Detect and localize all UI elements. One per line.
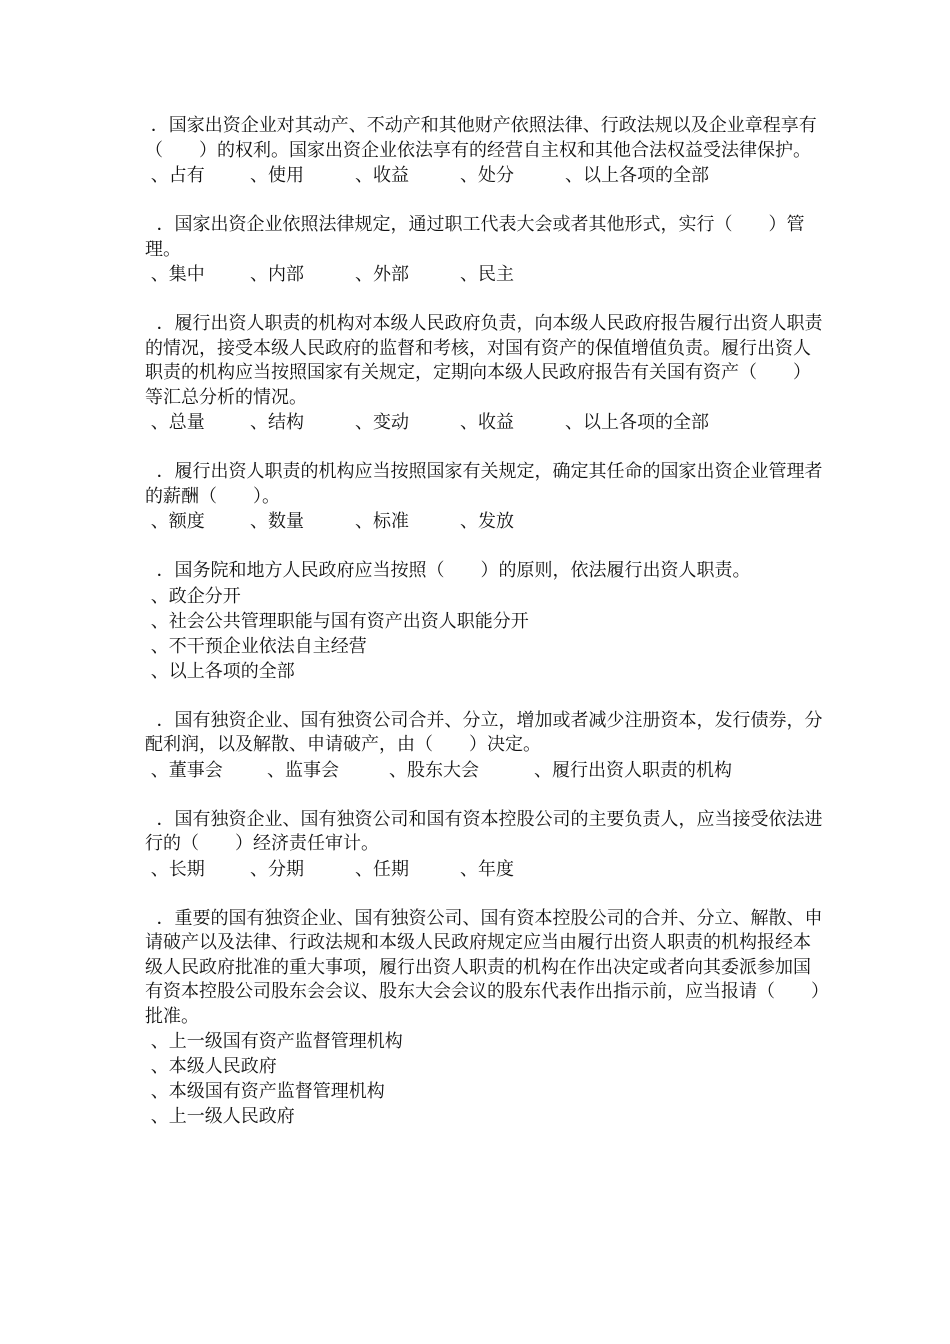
option-d: 、上一级人民政府 [145, 1106, 295, 1127]
option-b: 、社会公共管理职能与国有资产出资人职能分开 [145, 610, 529, 632]
option-e: 、以上各项的全部 [565, 165, 709, 186]
option-b: 、本级人民政府 [145, 1056, 277, 1077]
question-5 [145, 559, 825, 684]
question-stem: ．国有独资企业、国有独资公司合并、分立，增加或者减少注册资本，发行债券，分配利润，以及解散、申请破产，由（ ）决定。 [145, 709, 823, 755]
option-b: 、使用 [250, 165, 304, 186]
option-c: 、变动 [355, 412, 409, 433]
options-list [145, 1029, 825, 1129]
option-c: 、股东大会 [389, 759, 479, 781]
question-7 [145, 808, 825, 882]
option-b: 、内部 [250, 264, 304, 285]
question-stem: ．国家出资企业对其动产、不动产和其他财产依照法律、行政法规以及企业章程享有（ ）的权利。国家出资企业依法享有的经营自主权和其他合法权益受法律保护。 [145, 115, 817, 161]
option-d: 、民主 [460, 264, 514, 285]
option-a: 、集中 [145, 264, 205, 285]
option-d: 、履行出资人职责的机构 [534, 759, 732, 781]
option-d: 、发放 [460, 511, 514, 532]
question-stem: ．履行出资人职责的机构对本级人民政府负责，向本级人民政府报告履行出资人职责的情况，接受本级人民政府的监督和考核，对国有资产的保值增值负责。履行出资人职责的机构应当按照国家有关规定，定期向本级人民政府报告有关国有资产（ ）等汇总分析的情况。 [145, 313, 823, 408]
option-e: 、以上各项的全部 [565, 412, 709, 433]
option-a: 、政企分开 [145, 585, 241, 607]
document-page [145, 114, 825, 1154]
options-row [145, 509, 825, 534]
option-b: 、数量 [250, 511, 304, 532]
option-b: 、监事会 [267, 759, 339, 781]
question-2 [145, 213, 825, 287]
question-1 [145, 114, 825, 188]
option-c: 、收益 [355, 165, 409, 186]
option-c: 、本级国有资产监督管理机构 [145, 1081, 385, 1102]
question-stem: ．国务院和地方人民政府应当按照（ ）的原则，依法履行出资人职责。 [145, 560, 751, 581]
option-a: 、额度 [145, 511, 205, 532]
option-d: 、年度 [460, 858, 514, 880]
options-row [145, 163, 825, 188]
options-row [145, 857, 825, 882]
option-c: 、外部 [355, 264, 409, 285]
option-a: 、上一级国有资产监督管理机构 [145, 1031, 403, 1052]
option-a: 、长期 [145, 858, 205, 880]
option-b: 、结构 [250, 412, 304, 433]
option-b: 、分期 [250, 858, 304, 880]
question-stem: ．重要的国有独资企业、国有独资公司、国有资本控股公司的合并、分立、解散、申请破产以及法律、行政法规和本级人民政府规定应当由履行出资人职责的机构报经本级人民政府批准的重大事项，履行出资人职责的机构在作出决定或者向其委派参加国有资本控股公司股东会会议、股东大会会议的股东代表作出指示前，应当报请（ ）批准。 [145, 907, 823, 1027]
options-row [145, 410, 825, 435]
options-row [145, 262, 825, 287]
question-4 [145, 460, 825, 534]
option-d: 、以上各项的全部 [145, 660, 295, 682]
question-stem: ．国有独资企业、国有独资公司和国有资本控股公司的主要负责人，应当接受依法进行的（ ）经济责任审计。 [145, 808, 823, 854]
option-a: 、董事会 [145, 759, 223, 781]
option-c: 、不干预企业依法自主经营 [145, 635, 367, 657]
question-3 [145, 312, 825, 435]
option-c: 、标准 [355, 511, 409, 532]
option-a: 、占有 [145, 165, 205, 186]
question-8 [145, 907, 825, 1130]
option-a: 、总量 [145, 412, 205, 433]
option-d: 、处分 [460, 165, 514, 186]
options-list [145, 584, 825, 684]
question-stem: ．国家出资企业依照法律规定，通过职工代表大会或者其他形式，实行（ ）管理。 [145, 214, 805, 260]
options-row [145, 758, 825, 783]
question-stem: ．履行出资人职责的机构应当按照国家有关规定，确定其任命的国家出资企业管理者的薪酬（ ）。 [145, 461, 823, 507]
question-6 [145, 709, 825, 783]
option-d: 、收益 [460, 412, 514, 433]
option-c: 、任期 [355, 858, 409, 880]
